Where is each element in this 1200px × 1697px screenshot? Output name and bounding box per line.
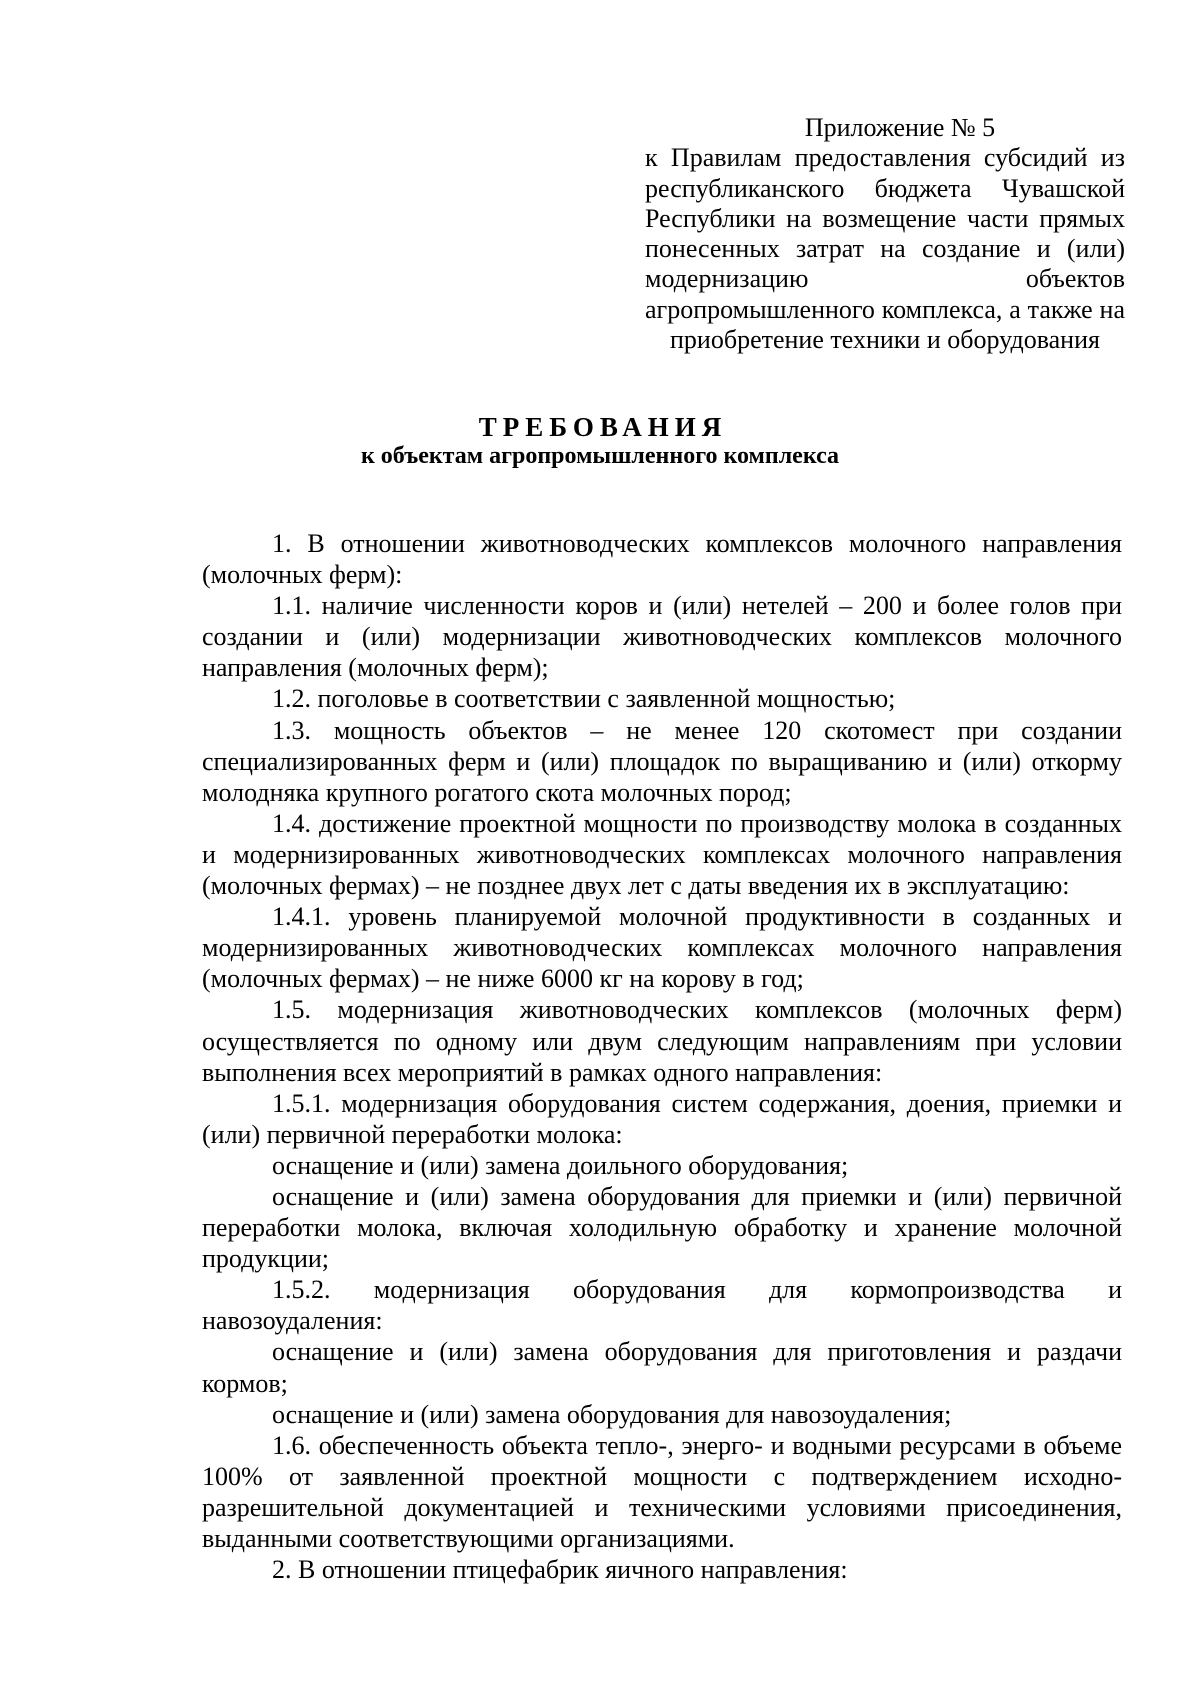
paragraph: 1.5.1. модернизация оборудования систем содержания, доения, приемки и (или) первичной переработки молока: xyxy=(202,1088,1122,1149)
paragraph: 1.4. достижение проектной мощности по производству молока в созданных и модернизированных животноводческих комплексах молочного направления (молочных фермах) – не позднее двух лет с даты введения их в эксплуатацию: xyxy=(202,808,1122,901)
paragraph: оснащение и (или) замена оборудования для приемки и (или) первичной переработки молока, включая холодильную обработку и хранение молочной продукции; xyxy=(202,1181,1122,1274)
paragraph: 1.1. наличие численности коров и (или) нетелей – 200 и более голов при создании и (или) модернизации животноводческих комплексов молочного направления (молочных ферм); xyxy=(202,591,1122,683)
paragraph: 1.2. поголовье в соответствии с заявленной мощностью; xyxy=(272,684,896,714)
annex-block xyxy=(645,113,1125,355)
document-title: ТРЕБОВАНИЯ xyxy=(478,412,728,442)
paragraph: 1.5. модернизация животноводческих комплексов (молочных ферм) осуществляется по одному или двум следующим направлениям при условии выполнения всех мероприятий в рамках одного направления: xyxy=(202,995,1122,1087)
paragraph: оснащение и (или) замена оборудования для навозоудаления; xyxy=(272,1399,952,1429)
paragraph: 1.5.2. модернизация оборудования для кормопроизводства и навозоудаления: xyxy=(202,1275,1122,1336)
annex-title: Приложение № 5 xyxy=(804,113,996,142)
document-content xyxy=(202,528,1122,1585)
paragraph: оснащение и (или) замена доильного оборудования; xyxy=(272,1150,849,1180)
paragraph: 1.6. обеспеченность объекта тепло-, энерго- и водными ресурсами в объеме 100% от заявленной проектной мощности с подтверждением исходно-разрешительной документацией и техническими условиями присоединения, выданными соответствующими организациями. xyxy=(202,1430,1122,1553)
annex-body: к Правилам предоставления субсидий из республиканского бюджета Чувашской Республики на возмещение части прямых понесенных затрат на создание и (или) модернизацию объектов агропромышленного комплекса, а также на приобретение техники и оборудования xyxy=(645,143,1125,355)
paragraph: оснащение и (или) замена оборудования для приготовления и раздачи кормов; xyxy=(202,1337,1122,1398)
paragraph: 1.3. мощность объектов – не менее 120 скотомест при создании специализированных ферм и (или) площадок по выращиванию и (или) откорму молодняка крупного рогатого скота молочных пород; xyxy=(202,715,1122,807)
document-subtitle: к объектам агропромышленного комплекса xyxy=(360,443,840,469)
paragraph: 1.4.1. уровень планируемой молочной продуктивности в созданных и модернизированных животноводческих комплексах молочного направления (молочных фермах) – не ниже 6000 кг на корову в год; xyxy=(202,902,1122,994)
paragraph: 1. В отношении животноводческих комплексов молочного направления (молочных ферм): xyxy=(202,529,1122,590)
paragraph: 2. В отношении птицефабрик яичного направления: xyxy=(272,1555,848,1585)
